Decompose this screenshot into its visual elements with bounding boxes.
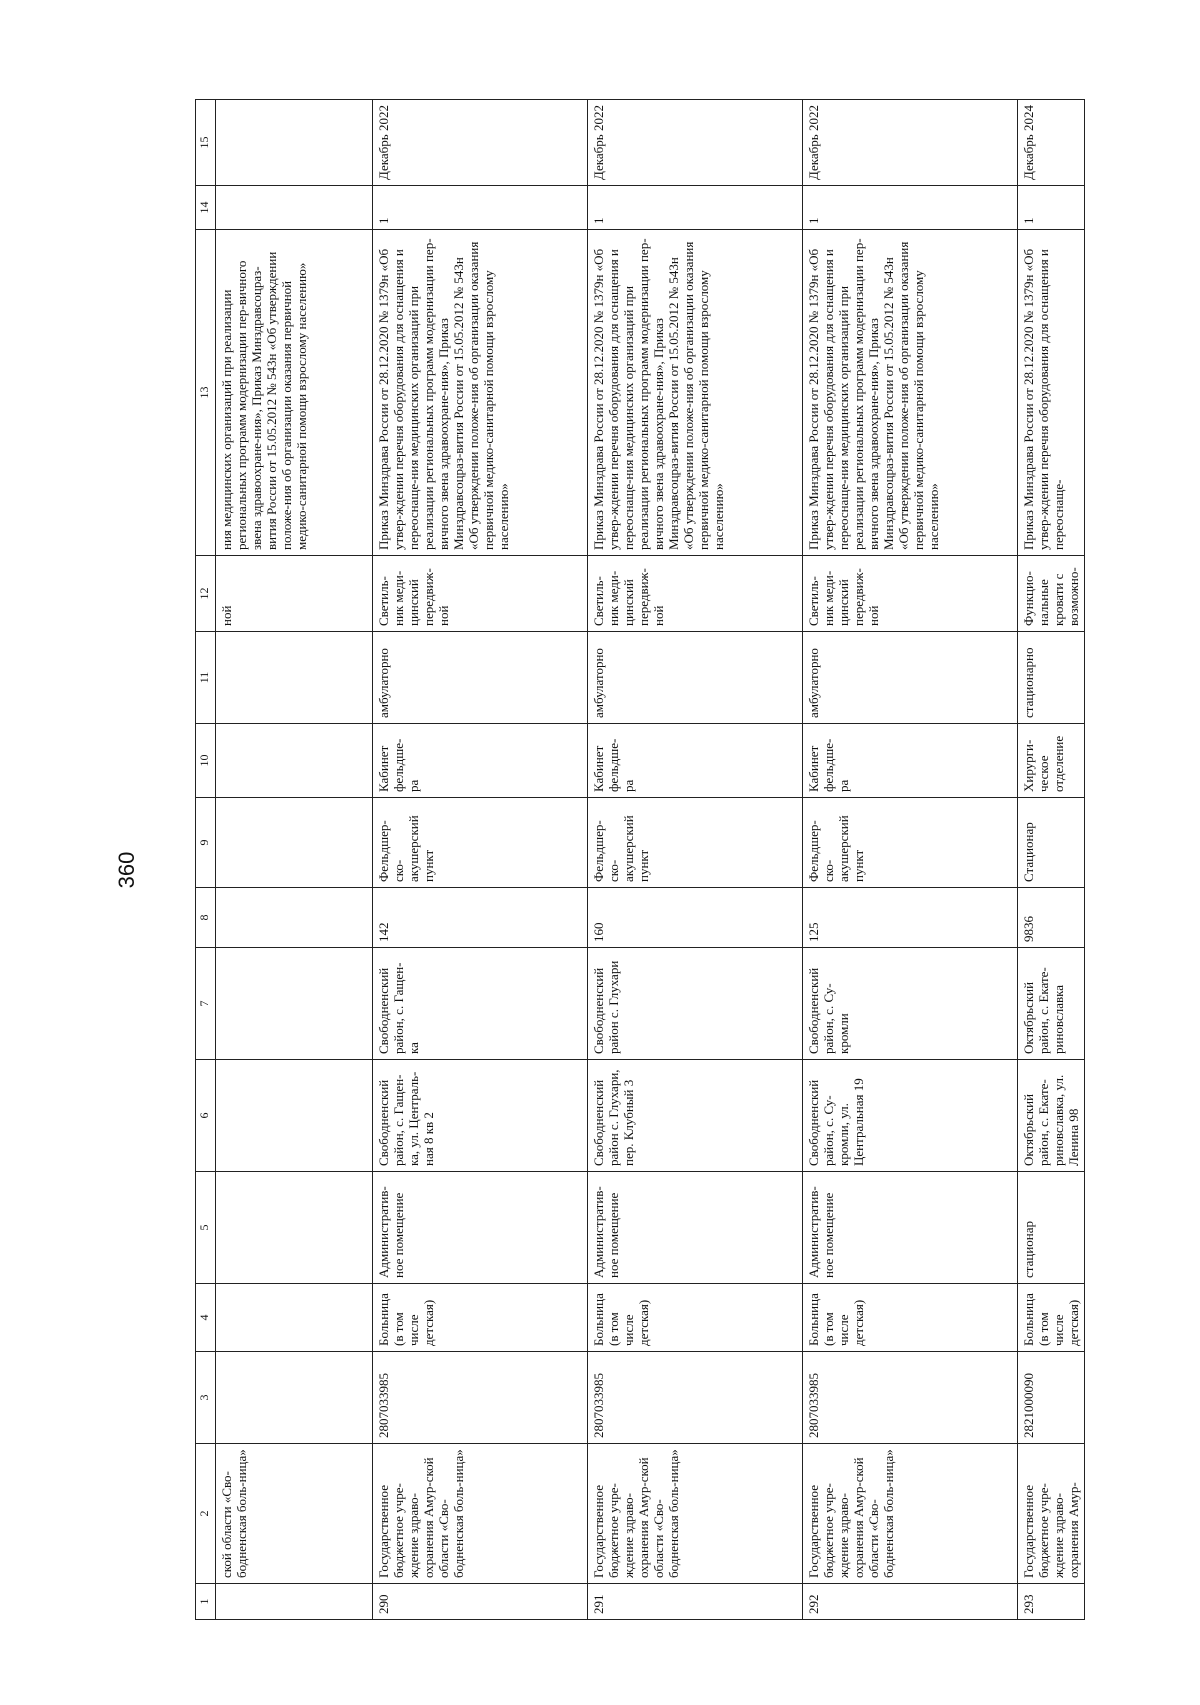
table-cell (216, 948, 373, 1060)
table-cell: Больница (в том числе детская) (1018, 1284, 1085, 1352)
column-header: 3 (196, 1352, 216, 1444)
table-cell (216, 724, 373, 798)
table-cell: Октябрьский район, с. Екате-риновславка, ул. Ленина 98 (1018, 1060, 1085, 1172)
table-cell: Кабинет фельдше-ра (803, 724, 1018, 798)
table-cell: 2807033985 (588, 1352, 803, 1444)
table-cell: Приказ Минздрава России от 28.12.2020 № 1379н «Об утвер-ждении перечня оборудования для оснащения и переоснаще- (1018, 230, 1085, 556)
table-cell: Октябрьский район, с. Екате-риновславка (1018, 948, 1085, 1060)
table-cell (216, 632, 373, 724)
table-cell (216, 1352, 373, 1444)
table-cell: Свободненский район, с. Су-кромли (803, 948, 1018, 1060)
table-cell: Приказ Минздрава России от 28.12.2020 № 1379н «Об утвер-ждении перечня оборудования для оснащения и переоснаще-ния медицинских организаций при реализации региональных программ модернизации пер-вичного звена здравоохране-ния», Приказ Минздравсоцраз-вития России от 15.05.2012 № 543н «Об утверждении положе-ния об организации оказания первичной медико-санитарной помощи взрослому населению» (373, 230, 588, 556)
table-cell: стационарно (1018, 632, 1085, 724)
column-header: 14 (196, 186, 216, 230)
table-cell: амбулаторно (803, 632, 1018, 724)
table-cell (216, 1172, 373, 1284)
table-cell: Хирурги-ческое отделение (1018, 724, 1085, 798)
table-cell: 2821000090 (1018, 1352, 1085, 1444)
table-cell: 1 (1018, 186, 1085, 230)
column-header: 12 (196, 556, 216, 632)
table-cell: 292 (803, 1584, 1018, 1620)
table-cell: Больница (в том числе детская) (588, 1284, 803, 1352)
table-cell: 9836 (1018, 888, 1085, 948)
table-cell: Декабрь 2022 (803, 100, 1018, 186)
table-cell: 142 (373, 888, 588, 948)
table-cell: 1 (373, 186, 588, 230)
table-row (373, 100, 588, 1620)
table-cell (216, 1584, 373, 1620)
column-header: 10 (196, 724, 216, 798)
table-cell: 1 (588, 186, 803, 230)
table-cell: Приказ Минздрава России от 28.12.2020 № 1379н «Об утвер-ждении перечня оборудования для оснащения и переоснаще-ния медицинских организаций при реализации региональных программ модернизации пер-вичного звена здравоохране-ния», Приказ Минздравсоцраз-вития России от 15.05.2012 № 543н «Об утверждении положе-ния об организации оказания первичной медико-санитарной помощи взрослому населению» (803, 230, 1018, 556)
table-row (216, 100, 373, 1620)
column-header: 15 (196, 100, 216, 186)
table-cell: ной (216, 556, 373, 632)
table-cell: Государственное бюджетное учре-ждение здраво-охранения Амур-ской области «Сво-бодненская боль-ница» (373, 1444, 588, 1584)
table-cell: Свободненский район, с. Гащен-ка, ул. Централь-ная 8 кв 2 (373, 1060, 588, 1172)
table-cell: Больница (в том числе детская) (373, 1284, 588, 1352)
table-cell: 1 (803, 186, 1018, 230)
table-cell: Приказ Минздрава России от 28.12.2020 № 1379н «Об утвер-ждении перечня оборудования для оснащения и переоснаще-ния медицинских организаций при реализации региональных программ модернизации пер-вичного звена здравоохране-ния», Приказ Минздравсоцраз-вития России от 15.05.2012 № 543н «Об утверждении положе-ния об организации оказания первичной медико-санитарной помощи взрослому населению» (588, 230, 803, 556)
table-cell: 291 (588, 1584, 803, 1620)
table-cell: Административ-ное помещение (588, 1172, 803, 1284)
table-cell: Административ-ное помещение (373, 1172, 588, 1284)
table-cell: Фельдшер-ско-акушерский пункт (588, 798, 803, 888)
table-cell (216, 1060, 373, 1172)
table-cell (216, 1284, 373, 1352)
table-cell: Государственное бюджетное учре-ждение здраво-охранения Амур-ской области «Сво-бодненская боль-ница» (803, 1444, 1018, 1584)
table-cell: амбулаторно (373, 632, 588, 724)
table-cell (216, 888, 373, 948)
table-cell: 2807033985 (373, 1352, 588, 1444)
column-header: 5 (196, 1172, 216, 1284)
table-row (588, 100, 803, 1620)
table-cell: 290 (373, 1584, 588, 1620)
column-header: 2 (196, 1444, 216, 1584)
column-header: 13 (196, 230, 216, 556)
equipment-table (195, 99, 1085, 1620)
table-cell (216, 100, 373, 186)
table-cell: Фельдшер-ско-акушерский пункт (803, 798, 1018, 888)
table-cell: Свободненский район с. Глухари (588, 948, 803, 1060)
table-cell (216, 186, 373, 230)
table-cell: 293 (1018, 1584, 1085, 1620)
table-cell: Больница (в том числе детская) (803, 1284, 1018, 1352)
column-header: 7 (196, 948, 216, 1060)
table-cell: 2807033985 (803, 1352, 1018, 1444)
rotated-table-container (195, 100, 1095, 1620)
table-cell: 160 (588, 888, 803, 948)
table-cell: Стационар (1018, 798, 1085, 888)
table-cell: амбулаторно (588, 632, 803, 724)
table-cell: Государственное бюджетное учре-ждение здраво-охранения Амур-ской области «Сво-бодненская боль-ница» (588, 1444, 803, 1584)
table-cell: Светиль-ник меди-цинский передвиж-ной (373, 556, 588, 632)
table-cell: Светиль-ник меди-цинский передвиж-ной (803, 556, 1018, 632)
column-header: 11 (196, 632, 216, 724)
table-cell: Декабрь 2022 (588, 100, 803, 186)
column-header: 4 (196, 1284, 216, 1352)
table-cell: ния медицинских организаций при реализации региональных программ модернизации пер-вичного звена здравоохране-ния», Приказ Минздравсоцраз-вития России от 15.05.2012 № 543н «Об утверждении положе-ния об организации оказания первичной медико-санитарной помощи взрослому населению» (216, 230, 373, 556)
table-cell: Декабрь 2022 (373, 100, 588, 186)
table-cell: стационар (1018, 1172, 1085, 1284)
table-row (803, 100, 1018, 1620)
table-cell: Свободненский район, с. Гащен-ка (373, 948, 588, 1060)
table-cell: Функцио-нальные кровати с возможно- (1018, 556, 1085, 632)
table-cell: Государственное бюджетное учре-ждение здраво-охранения Амур- (1018, 1444, 1085, 1584)
table-cell: Административ-ное помещение (803, 1172, 1018, 1284)
table-header-row (196, 100, 216, 1620)
table-cell (216, 798, 373, 888)
table-cell: ской области «Сво-бодненская боль-ница» (216, 1444, 373, 1584)
table-row (1018, 100, 1085, 1620)
table-cell: Свободненский район с. Глухари, пер. Клубный 3 (588, 1060, 803, 1172)
table-cell: Кабинет фельдше-ра (588, 724, 803, 798)
table-cell: Кабинет фельдше-ра (373, 724, 588, 798)
table-cell: Фельдшер-ско-акушерский пункт (373, 798, 588, 888)
table-cell: Свободненский район, с. Су-кромли, ул. Центральная 19 (803, 1060, 1018, 1172)
column-header: 1 (196, 1584, 216, 1620)
table-cell: Декабрь 2024 (1018, 100, 1085, 186)
table-cell: 125 (803, 888, 1018, 948)
column-header: 9 (196, 798, 216, 888)
column-header: 8 (196, 888, 216, 948)
table-cell: Светиль-ник меди-цинский передвиж-ной (588, 556, 803, 632)
table-body (216, 100, 1085, 1620)
page-number: 360 (114, 851, 139, 889)
column-header: 6 (196, 1060, 216, 1172)
